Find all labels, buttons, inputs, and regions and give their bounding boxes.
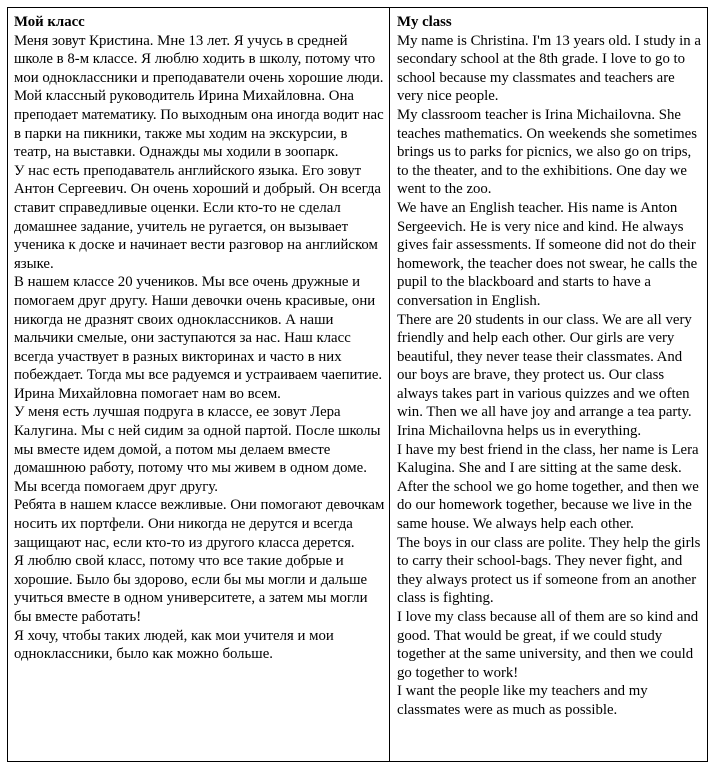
russian-paragraph: Мой классный руководитель Ирина Михайловна. Она преподает математику. По выходным она иногда водит нас в парки на пикники, также мы ходим на экскурсии, в театр, на выставки. Однажды мы ходили в зоопарк. — [14, 88, 384, 161]
english-paragraph: My name is Christina. I'm 13 years old. I study in a secondary school at the 8th grade. I love to go to school because my classmates and teachers are very nice people. — [397, 32, 701, 105]
russian-paragraph: Я люблю свой класс, потому что все такие добрые и хорошие. Было бы здорово, если бы мы могли и дальше учиться вместе в одном университете, а затем мы могли бы вместе работать! — [14, 553, 368, 625]
english-paragraph: I have my best friend in the class, her name is Lera Kalugina. She and I are sitting at the same desk. After the school we go home together, and then we do our homework together, because we live in the same house. We always help each other. — [397, 441, 699, 533]
english-paragraph: I love my class because all of them are so kind and good. That would be great, if we could study together at the same university, and then we could go together to work! — [397, 609, 699, 681]
english-paragraph: We have an English teacher. His name is Anton Sergeevich. He is very nice and kind. He always gives fair assessments. If someone did not do their homework, the teacher does not swear, he calls the pupil to the blackboard and starts to have a conversation in English. — [397, 199, 698, 309]
russian-paragraph: В нашем классе 20 учеников. Мы все очень дружные и помогаем друг другу. Наши девочки очень красивые, они никогда не дразнят своих одноклассников. А наши мальчики смелые, они заступаются за нас. Наш класс всегда участвует в разных викторинах и часто в них побеждает. Тогда мы все радуемся и устраиваем чаепитие. Ирина Михайловна помогает нам во всем. — [14, 274, 383, 402]
english-paragraph: I want the people like my teachers and my classmates were as much as possible. — [397, 683, 648, 718]
russian-paragraph: У нас есть преподаватель английского языка. Его зовут Антон Сергеевич. Он очень хороший и добрый. Он всегда ставит справедливые оценки. Если кто-то не сделал домашнее задание, учитель не ругается, он вызывает ученика к доске и начинает вести разговор на английском языке. — [14, 162, 381, 272]
russian-column — [8, 8, 390, 761]
russian-paragraph: Я хочу, чтобы таких людей, как мои учителя и мои одноклассники, было как можно больше. — [14, 627, 334, 663]
russian-paragraph: Меня зовут Кристина. Мне 13 лет. Я учусь в средней школе в 8-м классе. Я люблю ходить в школу, потому что мои одноклассники и преподаватели очень хорошие люди. — [14, 32, 384, 86]
english-column — [390, 8, 707, 761]
bilingual-text-table — [7, 7, 708, 762]
russian-paragraph: У меня есть лучшая подруга в классе, ее зовут Лера Калугина. Мы с ней сидим за одной партой. После школы мы вместе идем домой, а потом мы делаем вместе домашнюю работу, потому что мы живем в одном доме. Мы всегда помогаем друг другу. — [14, 404, 381, 495]
english-paragraph: The boys in our class are polite. They help the girls to carry their school-bags. They never fight, and they always protect us if someone from an another class is fighting. — [397, 534, 701, 607]
english-paragraph: My classroom teacher is Irina Michailovna. She teaches mathematics. On weekends she sometimes brings us to parks for picnics, we also go on trips, to the theater, and to the exhibitions. One day we went to the zoo. — [397, 106, 697, 198]
english-title: My class — [397, 14, 452, 30]
russian-title: Мой класс — [14, 14, 85, 30]
english-paragraph: There are 20 students in our class. We are all very friendly and help each other. Our girls are very beautiful, they never tease their classmates. And our boys are brave, they protect us. Our class always takes part in various quizzes and we often win. Then we all have joy and arrange a tea party. Irina Michailovna helps us in everything. — [397, 311, 692, 440]
russian-paragraph: Ребята в нашем классе вежливые. Они помогают девочкам носить их портфели. Они никогда не дерутся и всегда защищают нас, если кто-то из другого класса дерется. — [14, 497, 385, 551]
